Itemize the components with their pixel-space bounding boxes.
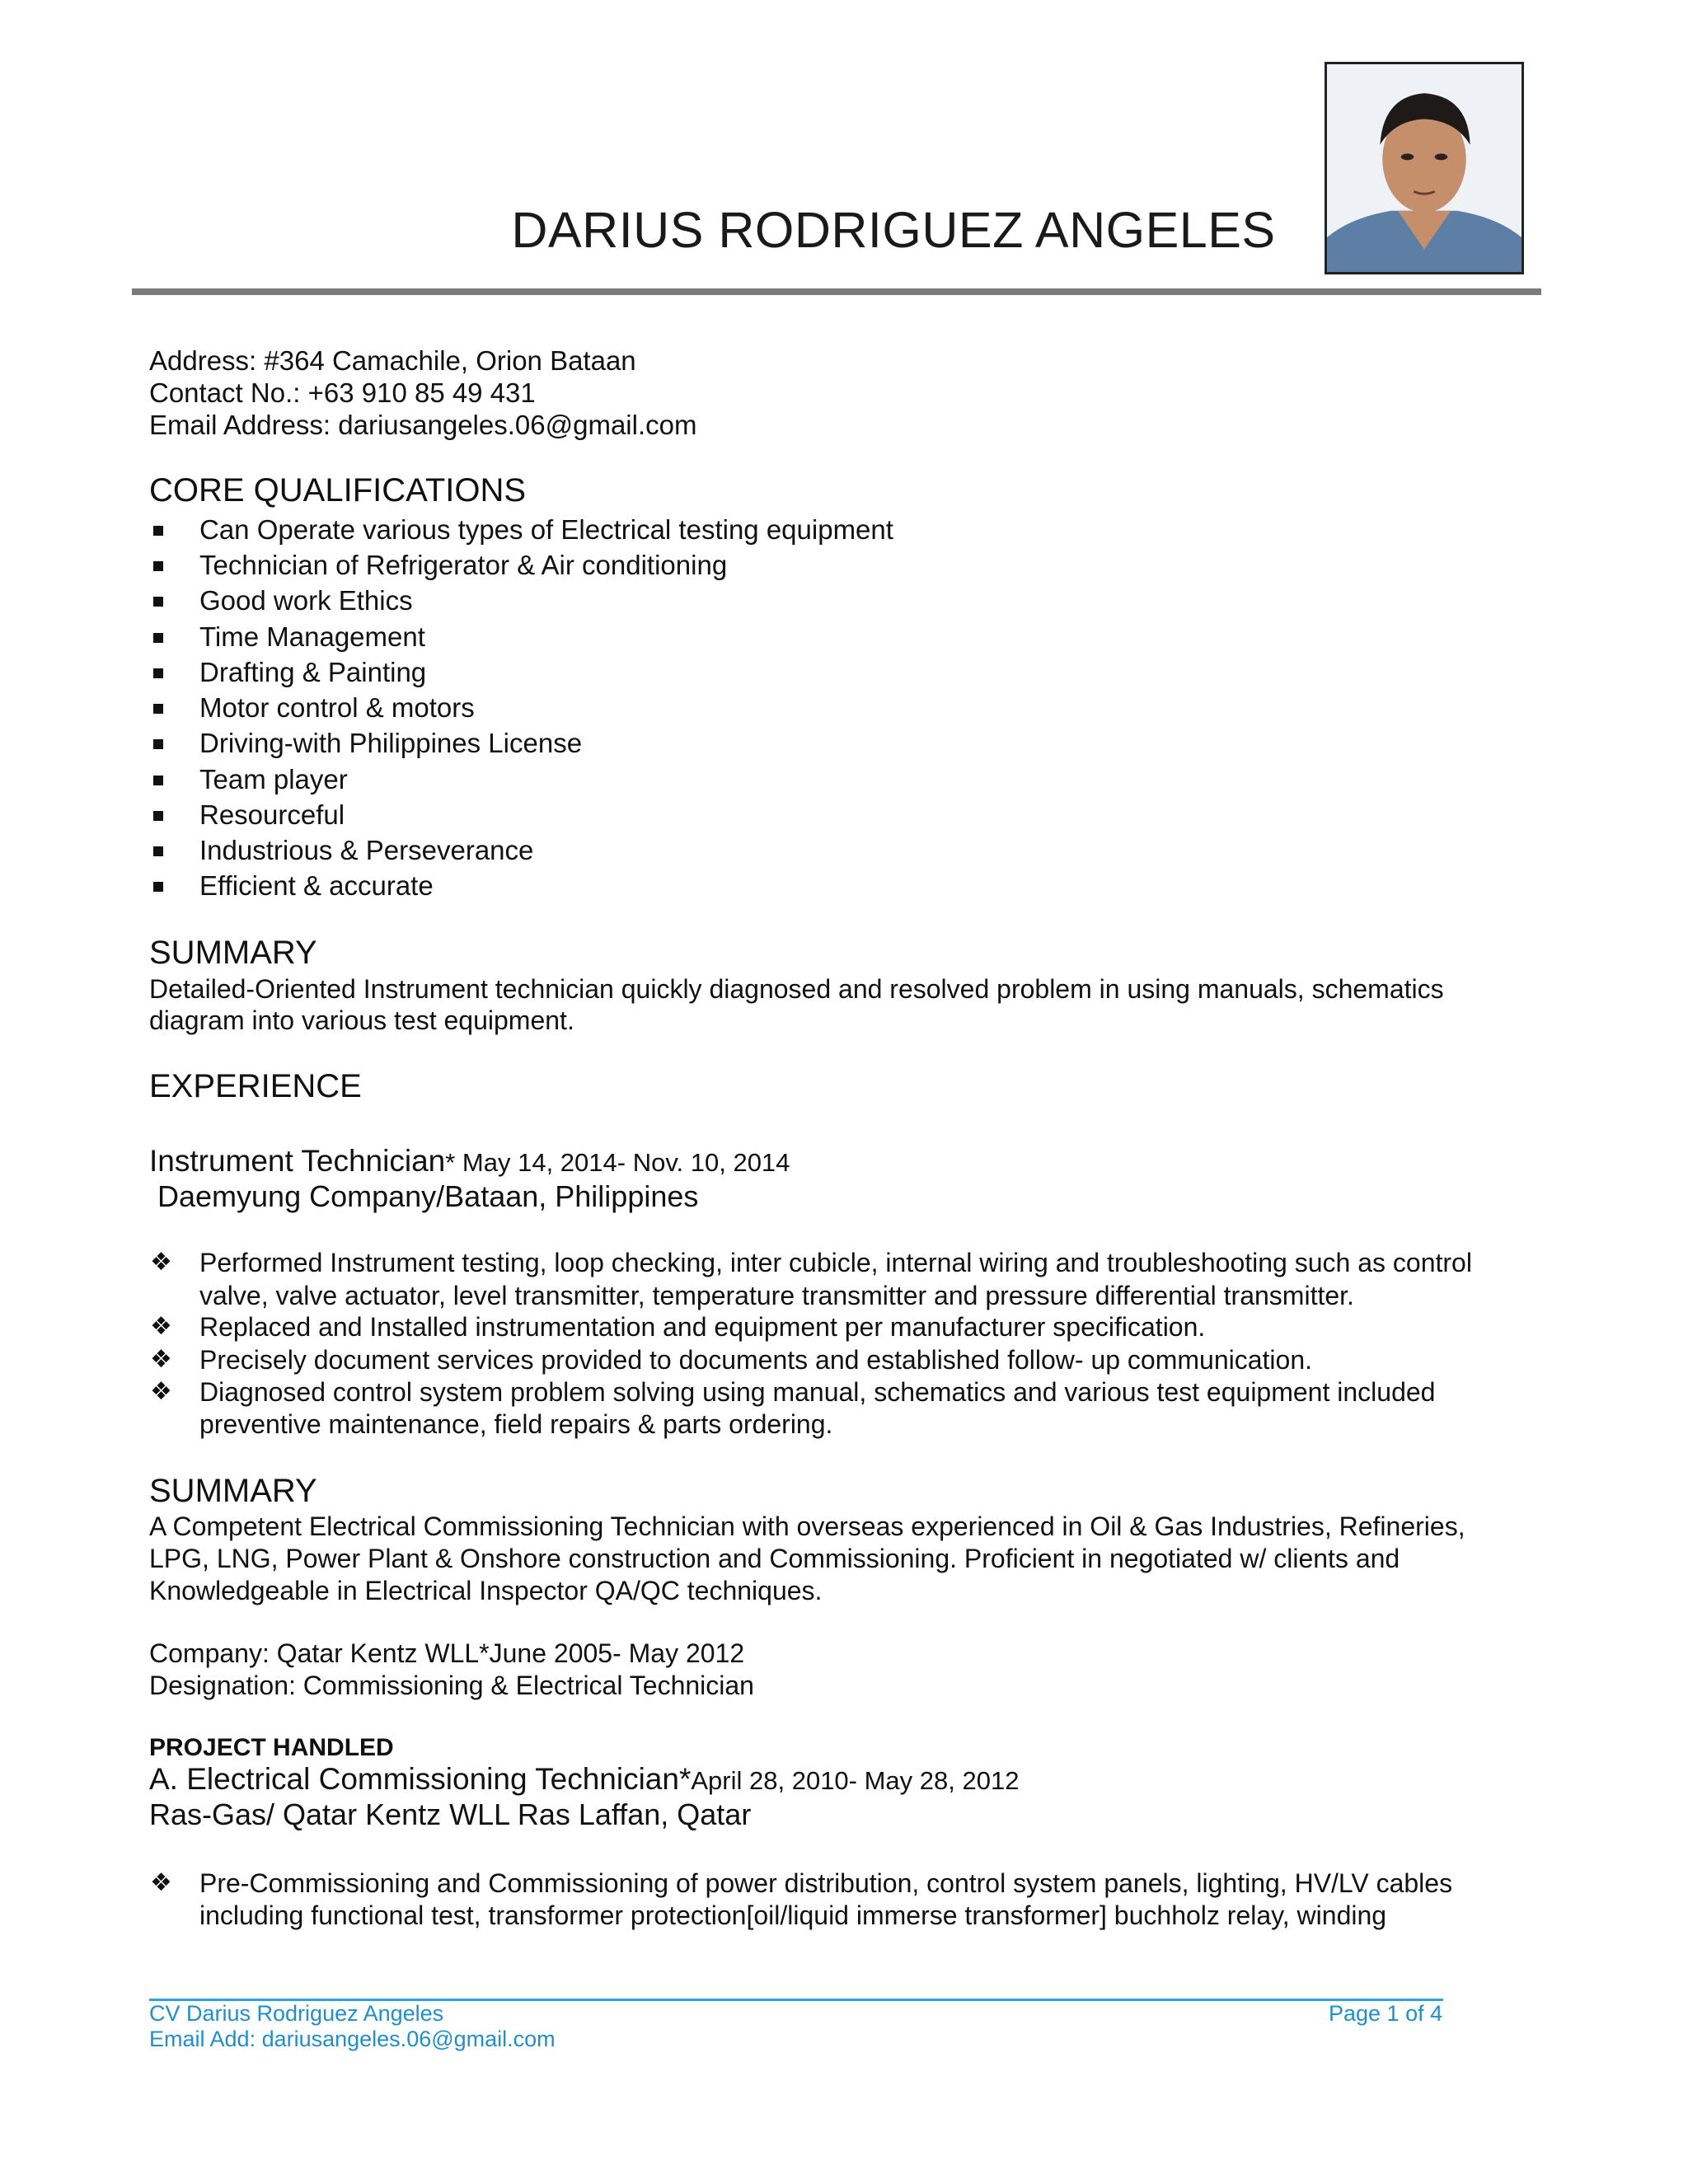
qualification-item: Can Operate various types of Electrical testing equipment	[199, 514, 893, 545]
square-bullet-icon	[153, 882, 163, 892]
summary-text: Detailed-Oriented Instrument technician quickly diagnosed and resolved problem in using manuals, schematics	[149, 974, 1444, 1004]
candidate-name: DARIUS RODRIGUEZ ANGELES	[511, 202, 1276, 258]
experience-bullet: Replaced and Installed instrumentation and equipment per manufacturer specification.	[199, 1312, 1206, 1342]
square-bullet-icon	[153, 561, 163, 571]
diamond-bullet-icon: ❖	[150, 1346, 172, 1373]
summary-text-2: LPG, LNG, Power Plant & Onshore construction and Commissioning. Proficient in negotiated w/ clients and	[149, 1544, 1400, 1573]
header-divider	[132, 288, 1541, 295]
job-heading	[149, 1144, 790, 1179]
project-title: A. Electrical Commissioning Technician*	[149, 1762, 692, 1796]
qualification-item: Good work Ethics	[199, 585, 413, 616]
diamond-bullet-icon: ❖	[150, 1249, 172, 1276]
diamond-bullet-icon: ❖	[150, 1869, 172, 1896]
summary-heading-2: SUMMARY	[149, 1473, 317, 1509]
diamond-bullet-icon: ❖	[150, 1378, 172, 1405]
experience-bullet: Precisely document services provided to documents and established follow- up communication.	[199, 1345, 1313, 1375]
square-bullet-icon	[153, 668, 163, 678]
experience-bullet: Diagnosed control system problem solving using manual, schematics and various test equipment included	[199, 1377, 1436, 1407]
project-location: Ras-Gas/ Qatar Kentz WLL Ras Laffan, Qatar	[149, 1797, 752, 1831]
qualification-item: Technician of Refrigerator & Air conditioning	[199, 550, 728, 580]
summary-text-2: A Competent Electrical Commissioning Technician with overseas experienced in Oil & Gas Industries, Refineries,	[149, 1511, 1465, 1541]
experience-bullet-cont: preventive maintenance, field repairs & parts ordering.	[199, 1409, 833, 1439]
qualification-item: Time Management	[199, 621, 425, 652]
footer-email: Email Add: dariusangeles.06@gmail.com	[149, 2027, 556, 2051]
square-bullet-icon	[153, 633, 163, 643]
contact-number: Contact No.: +63 910 85 49 431	[149, 377, 536, 408]
footer-page-number: Page 1 of 4	[1329, 2001, 1443, 2026]
qualification-item: Industrious & Perseverance	[199, 835, 534, 865]
qualification-item: Resourceful	[199, 799, 345, 830]
experience-bullet-cont: valve, valve actuator, level transmitter, temperature transmitter and pressure differential transmitter.	[199, 1281, 1354, 1310]
experience-bullet: Performed Instrument testing, loop checking, inter cubicle, internal wiring and troubleshooting such as control	[199, 1248, 1472, 1277]
qualification-item: Efficient & accurate	[199, 870, 434, 901]
qualification-item: Driving-with Philippines License	[199, 728, 583, 758]
square-bullet-icon	[153, 597, 163, 607]
square-bullet-icon	[153, 704, 163, 714]
square-bullet-icon	[153, 846, 163, 856]
project-dates: April 28, 2010- May 28, 2012	[691, 1766, 1020, 1795]
qualification-item: Drafting & Painting	[199, 657, 427, 687]
project-bullet-cont: including functional test, transformer protection[oil/liquid immerse transformer] buchholz relay, winding	[199, 1900, 1387, 1930]
square-bullet-icon	[153, 776, 163, 785]
job-dates: * May 14, 2014- Nov. 10, 2014	[445, 1148, 790, 1177]
project-bullet: Pre-Commissioning and Commissioning of power distribution, control system panels, lighting, HV/LV cables	[199, 1868, 1453, 1898]
experience-heading: EXPERIENCE	[149, 1068, 362, 1104]
designation-line: Designation: Commissioning & Electrical Technician	[149, 1671, 754, 1700]
project-handled-heading: PROJECT HANDLED	[149, 1734, 394, 1761]
core-qualifications-heading: CORE QUALIFICATIONS	[149, 472, 527, 509]
diamond-bullet-icon: ❖	[150, 1313, 172, 1340]
email-address: Email Address: dariusangeles.06@gmail.com	[149, 410, 697, 440]
footer-cv-name: CV Darius Rodriguez Angeles	[149, 2001, 444, 2026]
square-bullet-icon	[153, 526, 163, 536]
summary-text-2: Knowledgeable in Electrical Inspector QA/QC techniques.	[149, 1576, 823, 1605]
qualification-item: Team player	[199, 764, 348, 794]
summary-heading: SUMMARY	[149, 935, 317, 971]
job-company: Daemyung Company/Bataan, Philippines	[157, 1179, 699, 1213]
job-title: Instrument Technician	[149, 1144, 446, 1178]
company-line: Company: Qatar Kentz WLL*June 2005- May 2012	[149, 1638, 745, 1668]
address: Address: #364 Camachile, Orion Bataan	[149, 345, 636, 376]
summary-text: diagram into various test equipment.	[149, 1005, 574, 1035]
square-bullet-icon	[153, 811, 163, 821]
project-title-line	[149, 1762, 1019, 1797]
qualification-item: Motor control & motors	[199, 692, 475, 723]
square-bullet-icon	[153, 739, 163, 749]
